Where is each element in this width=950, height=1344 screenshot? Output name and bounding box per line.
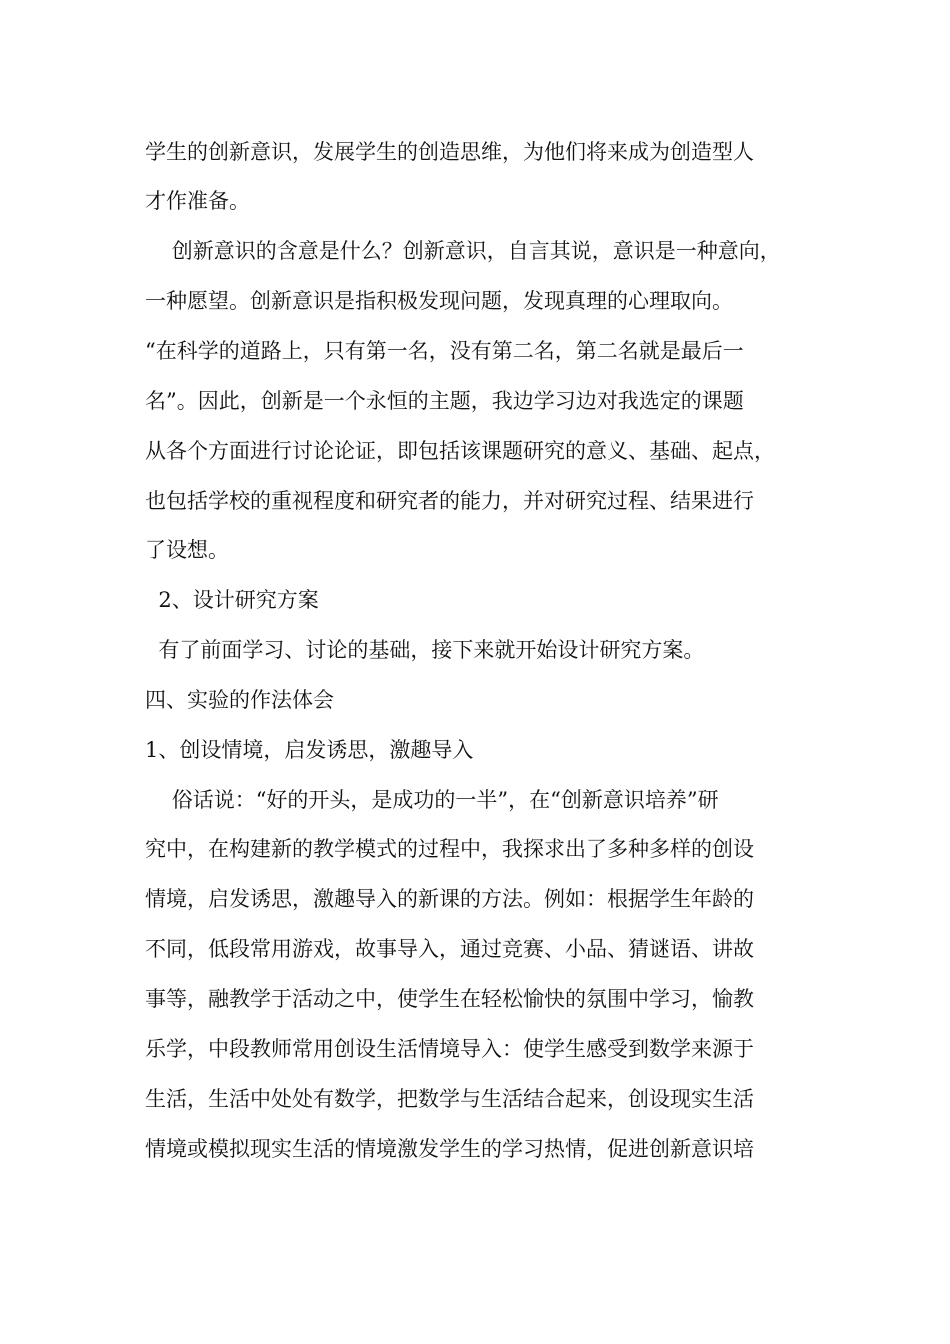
- text-line: 一种愿望。创新意识是指积极发现问题，发现真理的心理取向。: [145, 289, 733, 313]
- text-line: 情境，启发诱思，激趣导入的新课的方法。例如：根据学生年龄的: [145, 887, 754, 911]
- text-line: 乐学，中段教师常用创设生活情境导入：使学生感受到数学来源于: [145, 1037, 754, 1061]
- text-line: 名”。因此，创新是一个永恒的主题，我边学习边对我选定的课题: [145, 389, 744, 413]
- text-line: “在科学的道路上，只有第一名，没有第二名，第二名就是最后一: [145, 339, 744, 363]
- section-heading: 四、实验的作法体会: [145, 688, 334, 712]
- text-line: 生活，生活中处处有数学，把数学与生活结合起来，创设现实生活: [145, 1087, 754, 1111]
- text-line: 也包括学校的重视程度和研究者的能力，并对研究过程、结果进行: [145, 489, 754, 513]
- paragraph-first-line: 创新意识的含意是什么？创新意识，自言其说，意识是一种意向，: [145, 239, 781, 263]
- subsection-heading: 1、创设情境，启发诱思，激趣导入: [145, 738, 474, 762]
- text-line: 学生的创新意识，发展学生的创造思维，为他们将来成为创造型人: [145, 140, 754, 164]
- text-line: 事等，融教学于活动之中，使学生在轻松愉快的氛围中学习，愉教: [145, 987, 754, 1011]
- section-heading: 2、设计研究方案: [145, 588, 319, 612]
- text-line: 了设想。: [145, 538, 229, 562]
- text-line: 情境或模拟现实生活的情境激发学生的学习热情，促进创新意识培: [145, 1137, 754, 1161]
- text-line: 有了前面学习、讨论的基础，接下来就开始设计研究方案。: [145, 638, 705, 662]
- text-line: 从各个方面进行讨论论证，即包括该课题研究的意义、基础、起点，: [145, 439, 775, 463]
- text-line: 才作准备。: [145, 189, 250, 213]
- text-line: 究中，在构建新的教学模式的过程中，我探求出了多种多样的创设: [145, 837, 754, 861]
- paragraph-first-line: 俗话说：“好的开头，是成功的一半”，在“创新意识培养”研: [145, 788, 719, 812]
- text-line: 不同，低段常用游戏，故事导入，通过竞赛、小品、猜谜语、讲故: [145, 937, 754, 961]
